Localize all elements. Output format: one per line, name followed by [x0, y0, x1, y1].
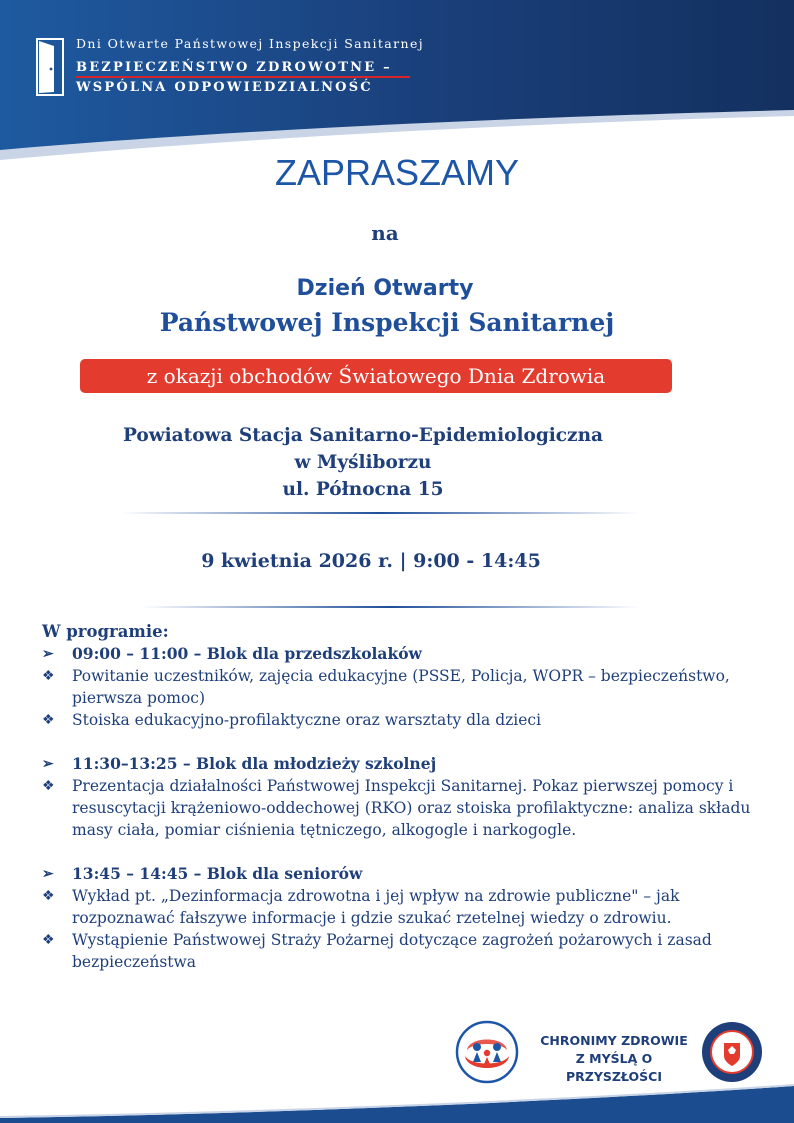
occasion-banner: z okazji obchodów Światowego Dnia Zdrowia	[80, 359, 672, 393]
event-title-line2: Państwowej Inspekcji Sanitarnej	[159, 308, 615, 337]
diamond-bullet-icon: ❖	[42, 668, 55, 684]
program-section	[42, 621, 772, 973]
divider-top	[120, 512, 640, 514]
program-item-text: Wykład pt. „Dezinformacja zdrowotna i jej wpływ na zdrowie publiczne" – jak rozpoznawać fałszywe informacje i gdzie szukać rzetelnej wiedzy o zdrowiu.	[72, 887, 680, 927]
divider-bottom	[140, 606, 640, 608]
block-title-text: 13:45 – 14:45 – Blok dla seniorów	[72, 864, 363, 883]
address-line1: Powiatowa Stacja Sanitarno-Epidemiologiczna	[122, 425, 604, 446]
family-hands-logo	[455, 1020, 519, 1084]
header-slogan-line1: BEZPIECZEŃSTWO ZDROWOTNE –	[76, 60, 392, 75]
footer-slogan	[528, 1032, 700, 1086]
event-title-line1: Dzień Otwarty	[296, 276, 474, 301]
program-item	[42, 709, 772, 731]
program-item-text: Powitanie uczestników, zajęcia edukacyjne (PSSE, Policja, WOPR – bezpieczeństwo, pierwsza pomoc)	[72, 667, 730, 707]
slogan-line1: CHRONIMY ZDROWIE	[540, 1033, 688, 1048]
program-block-title	[42, 863, 772, 885]
event-date-time: 9 kwietnia 2026 r. | 9:00 - 14:45	[201, 550, 541, 572]
address-line2: w Myśliborzu	[294, 452, 432, 473]
header-slogan-line2: WSPÓLNA ODPOWIEDZIALNOŚĆ	[76, 80, 373, 95]
header-red-underline	[76, 76, 410, 78]
address-line3: ul. Północna 15	[282, 479, 444, 500]
door-icon	[36, 38, 64, 96]
program-item-text: Stoiska edukacyjno-profilaktyczne oraz warsztaty dla dzieci	[72, 711, 542, 729]
program-item	[42, 929, 772, 973]
footer-banner	[0, 1080, 794, 1123]
diamond-bullet-icon: ❖	[42, 712, 55, 728]
program-heading: W programie:	[42, 622, 169, 641]
diamond-bullet-icon: ❖	[42, 778, 55, 794]
program-item	[42, 775, 772, 841]
header-event-name: Dni Otwarte Państwowej Inspekcji Sanitarnej	[76, 36, 425, 51]
arrow-bullet-icon: ➢	[42, 756, 54, 772]
invite-heading: ZAPRASZAMY	[274, 152, 520, 193]
program-item-text: Wystąpienie Państwowej Straży Pożarnej dotyczące zagrożeń pożarowych i zasad bezpieczeństwa	[72, 931, 712, 971]
na-text: na	[371, 221, 399, 245]
block-title-text: 11:30–13:25 – Blok dla młodzieży szkolnej	[72, 754, 437, 773]
arrow-bullet-icon: ➢	[42, 866, 54, 882]
program-block-title	[42, 643, 772, 665]
program-item-text: Prezentacja działalności Państwowej Inspekcji Sanitarnej. Pokaz pierwszej pomocy i resuscytacji krążeniowo-oddechowej (RKO) oraz stoiska profilaktyczne: analiza składu masy ciała, pomiar ciśnienia tętniczego, alkogogle i narkogogle.	[72, 777, 751, 839]
diamond-bullet-icon: ❖	[42, 932, 55, 948]
diamond-bullet-icon: ❖	[42, 888, 55, 904]
block-title-text: 09:00 – 11:00 – Blok dla przedszkolaków	[72, 644, 422, 663]
program-item	[42, 665, 772, 709]
program-block-title	[42, 753, 772, 775]
slogan-line2: Z MYŚLĄ O PRZYSZŁOŚCI	[565, 1051, 662, 1084]
arrow-bullet-icon: ➢	[42, 646, 54, 662]
program-item	[42, 885, 772, 929]
pis-seal-logo	[700, 1020, 764, 1084]
